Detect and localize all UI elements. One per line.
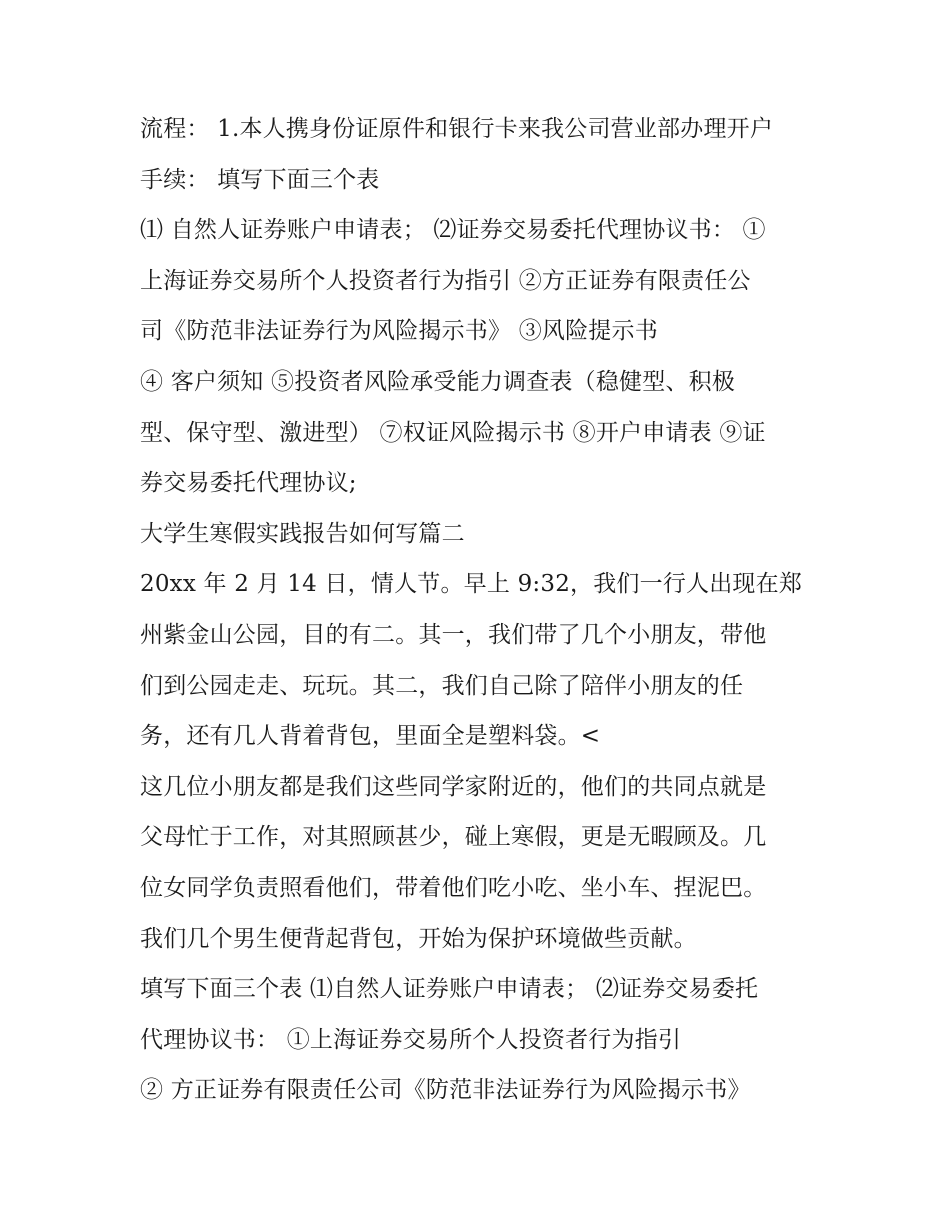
text-line: 填写下面三个表 ⑴自然人证券账户申请表； ⑵证券交易委托 <box>140 976 759 1003</box>
text-line: 型、保守型、激进型） ⑦权证风险揭示书 ⑧开户申请表 ⑨证 <box>140 419 766 446</box>
section-heading: 大学生寒假实践报告如何写篇二 <box>140 520 465 547</box>
text-line: 们到公园走走、玩玩。其二，我们自己除了陪伴小朋友的任 <box>140 672 744 699</box>
text-line: 券交易委托代理协议; <box>140 470 357 497</box>
text-line: 20xx 年 2 月 14 日，情人节。早上 9:32，我们一行人出现在郑 <box>140 571 803 598</box>
text-line: ⑴ 自然人证券账户申请表； ⑵证券交易委托代理协议书： ① <box>140 217 766 244</box>
text-line: 上海证券交易所个人投资者行为指引 ②方正证券有限责任公 <box>140 267 751 294</box>
text-line: 父母忙于工作，对其照顾甚少，碰上寒假，更是无暇顾及。几 <box>140 824 767 851</box>
text-line: 手续： 填写下面三个表 <box>140 166 380 193</box>
text-line: 司《防范非法证券行为风险揭示书》 ③风险提示书 <box>140 318 658 345</box>
text-line: 州紫金山公园，目的有二。其一，我们带了几个小朋友，带他 <box>140 621 767 648</box>
text-line: 位女同学负责照看他们，带着他们吃小吃、坐小车、捏泥巴。 <box>140 874 767 901</box>
text-line: 这几位小朋友都是我们这些同学家附近的，他们的共同点就是 <box>140 773 767 800</box>
document-body <box>140 104 820 1116</box>
text-line: 我们几个男生便背起背包，开始为保护环境做些贡献。 <box>140 925 697 952</box>
text-line: 流程： 1.本人携身份证原件和银行卡来我公司营业部办理开户 <box>140 116 774 142</box>
text-line: ② 方正证券有限责任公司《防范非法证券行为风险揭示书》 <box>140 1077 751 1104</box>
text-line: ④ 客户须知 ⑤投资者风险承受能力调查表（稳健型、积极 <box>140 368 736 395</box>
text-line: 务，还有几人背着背包，里面全是塑料袋。< <box>140 723 601 750</box>
text-line: 代理协议书： ①上海证券交易所个人投资者行为指引 <box>140 1026 682 1053</box>
